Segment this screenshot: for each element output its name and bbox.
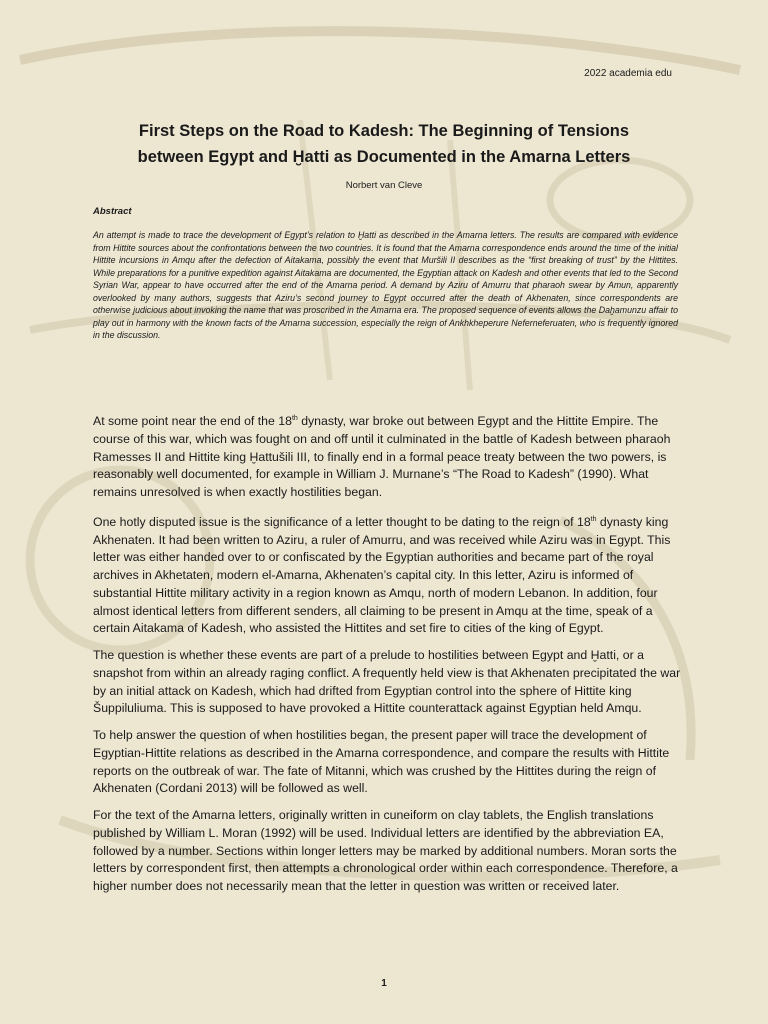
paragraph-1-rest: dynasty, war broke out between Egypt and the Hittite Empire. The course of this war, which was fought on and off until it culminated in the battle of Kadesh between pharaoh Ramesses II and Hittite king Ḫattušili III, to finally end in a formal peace treaty between the two powers, is reasonably well documented, for example in William J. Murnane’s “The Road to Kadesh” (1990). What remains unresolved is when exactly hostilities began. <box>93 414 671 500</box>
page-number: 1 <box>381 978 387 989</box>
body-text <box>93 410 683 905</box>
paragraph-1 <box>93 410 683 502</box>
author-name: Norbert van Cleve <box>345 180 423 191</box>
paragraph-2-superscript: th <box>590 515 597 523</box>
paragraph-2 <box>93 511 683 638</box>
paragraph-1-superscript: th <box>291 415 298 422</box>
title-line-1: First Steps on the Road to Kadesh: The Beginning of Tensions <box>138 122 630 140</box>
header-note: 2022 academia edu <box>584 68 672 79</box>
paragraph-2-rest: dynasty king Akhenaten. It had been written to Aziru, a ruler of Amurru, and was received while Aziru was in Egypt. This letter was either handed over to or confiscated by the Egyptian authorities and became part of the royal archives in Akhetaten, modern el-Amarna, Akhenaten’s capital city. In this letter, Aziru is informed of substantial Hittite military activity in a region known as Amqu, north of modern Lebanon. In addition, four almost identical letters from different senders, all claiming to be present in Amqu at the time, speak of a certain Aitakama of Kadesh, who assisted the Hittites and set fire to cities of the king of Egypt. <box>93 514 671 636</box>
abstract-heading: Abstract <box>93 206 132 217</box>
title-line-2: between Egypt and Ḫatti as Documented in the Amarna Letters <box>137 148 631 166</box>
paragraph-5: For the text of the Amarna letters, originally written in cuneiform on clay tablets, the English translations published by William L. Moran (1992) will be used. Individual letters are identified by the abbreviation EA, followed by a number. Sections within longer letters may be marked by additional numbers. Moran sorts the letters by correspondent first, then attempts a chronological order within each correspondence. Therefore, a higher number does not necessarily mean that the letter in question was written or received later. <box>93 808 678 894</box>
paragraph-1-start: At some point near the end of the 18 <box>93 414 292 429</box>
paragraph-2-start: One hotly disputed issue is the significance of a letter thought to be dating to the reign of 18 <box>93 514 591 529</box>
paragraph-3: The question is whether these events are part of a prelude to hostilities between Egypt and Ḫatti, or a snapshot from within an already raging conflict. A frequently held view is that Akhenaten precipitated the war by an initial attack on Kadesh, which had drifted from Egyptian control into the sphere of Hittite king Šuppiluliuma. This is supposed to have provoked a Hittite counterattack against Egyptian held Amqu. <box>93 648 681 716</box>
paper-title <box>60 118 708 170</box>
abstract-text: An attempt is made to trace the development of Egypt’s relation to Ḫatti as described in the Amarna letters. The results are compared with evidence from Hittite sources about the confrontations between the two countries. It is found that the Amarna correspondence ends around the time of the initial Hittite incursions in Amqu after the defection of Aitakama, possibly the event that Muršili II describes as the “first breaking of trust” by the Hittites. While preparations for a punitive expedition against Aitakama are documented, the Egyptian attack on Kadesh and other events that led to the Second Syrian War, appear to have occurred after the end of the Amarna period. A demand by Aziru of Amurru that pharaoh swear by Amun, apparently overlooked by many authors, suggests that Aziru’s second journey to Egypt occurred after the death of Akhenaten, since correspondents are otherwise judicious about invoking the name that was proscribed in the Amarna era. The proposed sequence of events allows the Daḫamunzu affair to play out in harmony with the known facts of the Amarna succession, especially the reign of Ankhkheperure Neferneferuaten, who is frequently ignored in the discussion. <box>93 230 678 341</box>
paragraph-4: To help answer the question of when hostilities began, the present paper will trace the development of Egyptian-Hittite relations as described in the Amarna correspondence, and compare the results with Hittite reports on the outbreak of war. The fate of Mitanni, which was crushed by the Hittites during the reign of Akhenaten (Cordani 2013) will be followed as well. <box>93 728 670 796</box>
